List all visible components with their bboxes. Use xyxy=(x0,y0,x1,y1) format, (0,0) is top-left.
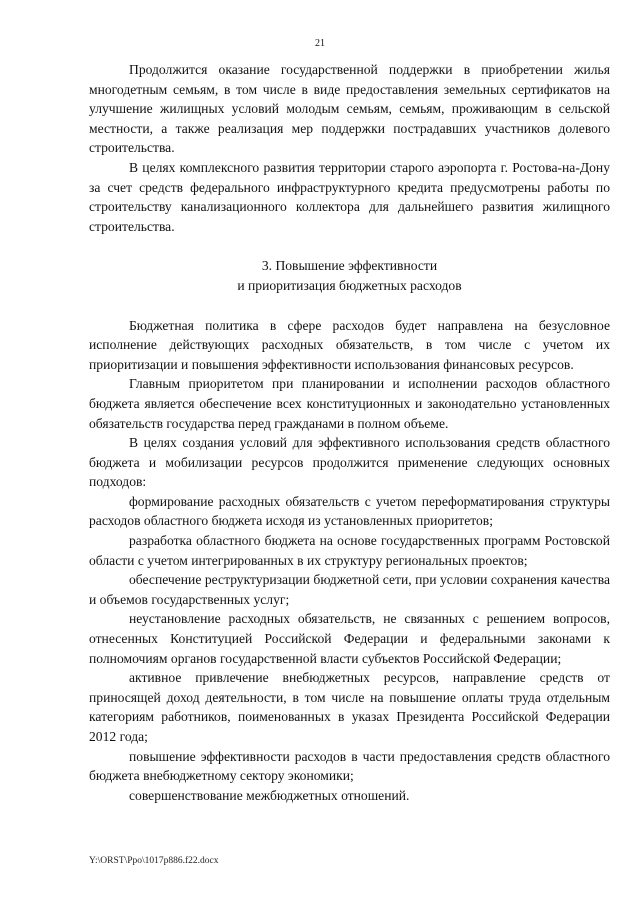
list-item-obligations: формирование расходных обязательств с учетом переформатирования структуры расходов областного бюджета исходя из установленных приоритетов; xyxy=(89,493,610,529)
page-number: 21 xyxy=(315,38,325,49)
list-item-efficiency: повышение эффективности расходов в части предоставления средств областного бюджета внебюджетному сектору экономики; xyxy=(89,748,610,784)
paragraph-budget-policy: Бюджетная политика в сфере расходов будет направлена на безусловное исполнение действующих расходных обязательств, в том числе с учетом их приоритизации и повышения эффективности использования финансовых ресурсов. xyxy=(89,317,610,372)
paragraph-approaches-intro: В целях создания условий для эффективного использования средств областного бюджета и мобилизации ресурсов продолжится применение следующих основных подходов: xyxy=(89,435,610,490)
list-item-state-programs: разработка областного бюджета на основе государственных программ Ростовской области с учетом интегрированных в их структуру региональных проектов; xyxy=(89,533,610,568)
paragraph-airport-development: В целях комплексного развития территории старого аэропорта г. Ростова-на-Дону за счет средств федерального инфраструктурного кредита предусмотрены работы по строительству канализационного коллектора для дальнейшего развития жилищного строительства. xyxy=(89,159,610,234)
paragraph-main-priority: Главным приоритетом при планировании и исполнении расходов областного бюджета является обеспечение всех конституционных и законодательно установленных обязательств государства перед гражданами в полном объеме. xyxy=(89,376,610,431)
section-heading-line-1: 3. Повышение эффективности xyxy=(261,258,438,274)
list-item-interbudgetary: совершенствование межбюджетных отношений. xyxy=(129,787,410,803)
footer-file-path: Y:\ORST\Ppo\1017p886.f22.docx xyxy=(89,856,219,866)
list-item-non-establishment: неустановление расходных обязательств, не связанных с решением вопросов, отнесенных Конституцией Российской Федерации и федеральными законами к полномочиям органов государственной власти субъектов Российской Федерации; xyxy=(89,611,610,666)
list-item-restructuring: обеспечение реструктуризации бюджетной сети, при условии сохранения качества и объемов государственных услуг; xyxy=(89,572,610,607)
section-heading-line-2: и приоритизация бюджетных расходов xyxy=(237,277,462,293)
document-body xyxy=(89,60,610,805)
spacer xyxy=(89,296,610,316)
spacer xyxy=(89,236,610,256)
list-item-extrabudgetary: активное привлечение внебюджетных ресурсов, направление средств от приносящей доход деятельности, в том числе на повышение оплаты труда отдельным категориям работников, поименованных в указах Президента Российской Федерации 2012 года; xyxy=(89,670,610,744)
paragraph-family-support: Продолжится оказание государственной поддержки в приобретении жилья многодетным семьям, в том числе в виде предоставления земельных сертификатов на улучшение жилищных условий молодым семьям, семьям, проживающим в сельской местности, а также реализация мер поддержки пострадавших участников долевого строительства. xyxy=(89,62,610,156)
